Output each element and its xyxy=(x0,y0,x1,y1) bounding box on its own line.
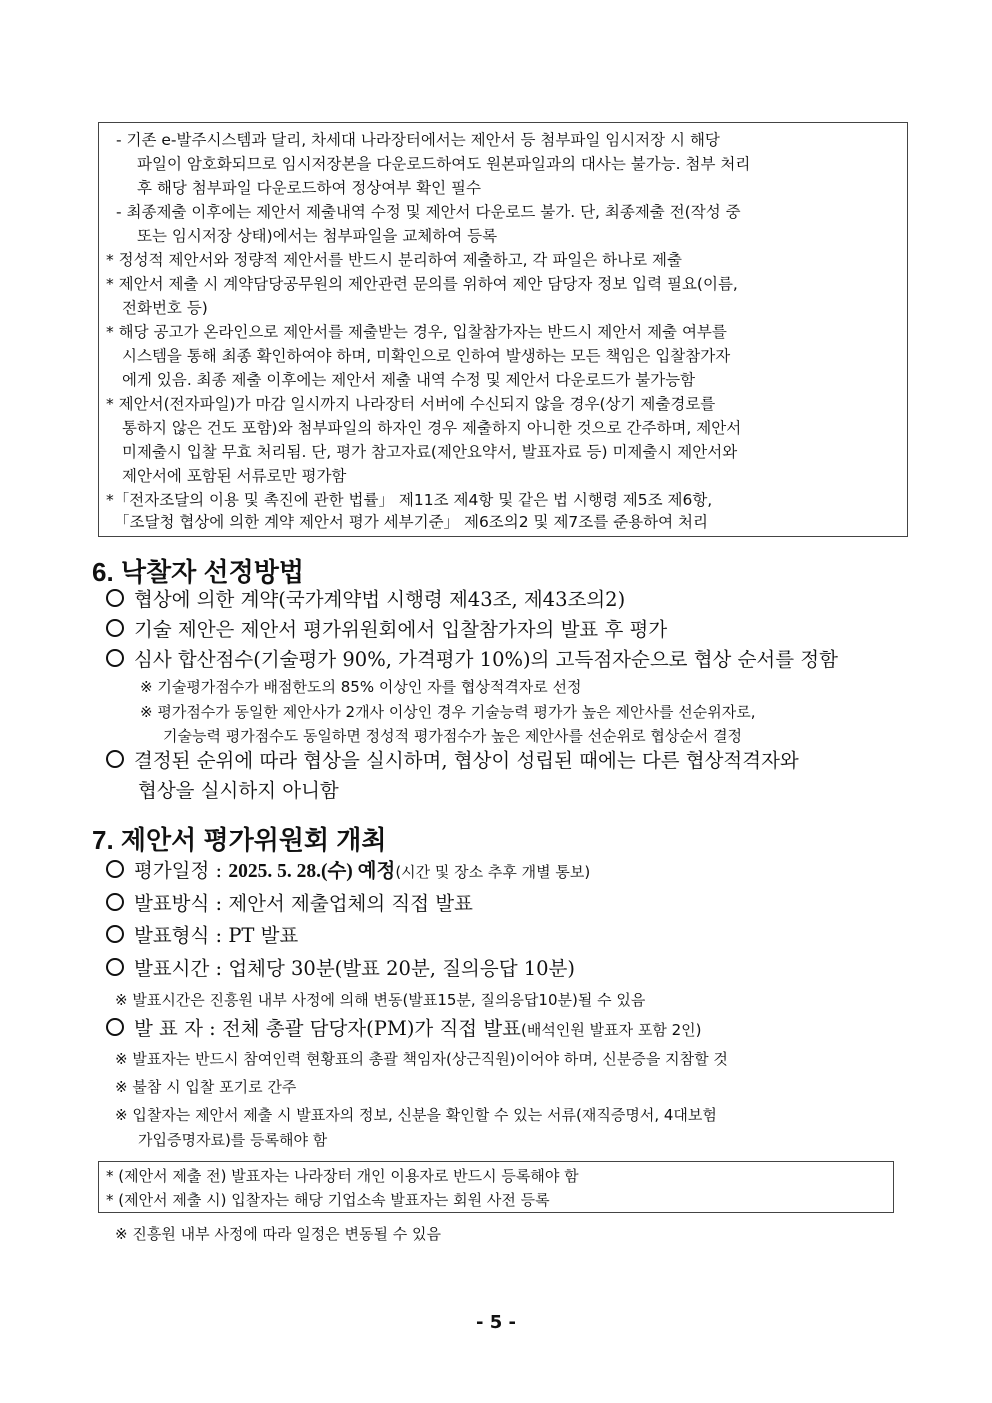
schedule-item: 평가일정 : 2025. 5. 28.(수) 예정(시간 및 장소 추후 개별 통보) xyxy=(106,856,590,887)
circle-bullet-icon xyxy=(106,925,124,943)
box-line: 미제출시 입찰 무효 처리됨. 단, 평가 참고자료(제안요약서, 발표자료 등) 미제출시 제안서와 xyxy=(122,443,738,461)
note-line: 기술능력 평가점수도 동일하면 정성적 평가점수가 높은 제안사를 선순위로 협상순서 결정 xyxy=(163,727,743,745)
circle-bullet-icon xyxy=(106,1018,124,1036)
bullet-item: 심사 합산점수(기술평가 90%, 가격평가 10%)의 고득점자순으로 협상 순서를 정함 xyxy=(106,645,838,675)
box-line: - 최종제출 이후에는 제안서 제출내역 수정 및 제안서 다운로드 불가. 단, 최종제출 전(작성 중 xyxy=(116,203,741,221)
circle-bullet-icon xyxy=(106,958,124,976)
bullet-item: 협상에 의한 계약(국가계약법 시행령 제43조, 제43조의2) xyxy=(106,585,625,615)
bullet-item: 발 표 자 : 전체 총괄 담당자(PM)가 직접 발표(배석인원 발표자 포함 2인) xyxy=(106,1014,701,1045)
bullet-item: 발표방식 : 제안서 제출업체의 직접 발표 xyxy=(106,889,473,919)
circle-bullet-icon xyxy=(106,619,124,637)
box-line: 후 해당 첨부파일 다운로드하여 정상여부 확인 필수 xyxy=(137,179,481,197)
box-line: * 해당 공고가 온라인으로 제안서를 제출받는 경우, 입찰참가자는 반드시 제안서 제출 여부를 xyxy=(106,323,727,341)
box-line: 에게 있음. 최종 제출 이후에는 제안서 제출 내역 수정 및 제안서 다운로드가 불가능함 xyxy=(122,371,696,389)
section-6-heading: 6. 낙찰자 선정방법 xyxy=(92,557,304,587)
box-line: * 정성적 제안서와 정량적 제안서를 반드시 분리하여 제출하고, 각 파일은 하나로 제출 xyxy=(106,251,682,269)
box-line: 「조달청 협상에 의한 계약 제안서 평가 세부기준」 제6조의2 및 제7조를 준용하여 처리 xyxy=(114,513,708,531)
bullet-item: 발표형식 : PT 발표 xyxy=(106,921,298,951)
box-line: 제안서에 포함된 서류로만 평가함 xyxy=(122,467,347,485)
box-line: 파일이 암호화되므로 임시저장본을 다운로드하여도 원본파일과의 대사는 불가능. 첨부 처리 xyxy=(137,155,751,173)
circle-bullet-icon xyxy=(106,589,124,607)
circle-bullet-icon xyxy=(106,750,124,768)
box-line: 통하지 않은 건도 포함)와 첨부파일의 하자인 경우 제출하지 아니한 것으로 간주하며, 제안서 xyxy=(122,419,742,437)
note-line: ※ 발표시간은 진흥원 내부 사정에 의해 변동(발표15분, 질의응답10분)될 수 있음 xyxy=(115,991,646,1009)
note-line: ※ 평가점수가 동일한 제안사가 2개사 이상인 경우 기술능력 평가가 높은 제안사를 선순위자로, xyxy=(140,703,756,721)
box-line: * 제안서 제출 시 계약담당공무원의 제안관련 문의를 위하여 제안 담당자 정보 입력 필요(이름, xyxy=(106,275,738,293)
box-line: 시스템을 통해 최종 확인하여야 하며, 미확인으로 인하여 발생하는 모든 책임은 입찰참가자 xyxy=(122,347,731,365)
page-number: - 5 - xyxy=(476,1312,516,1333)
box-line: 전화번호 등) xyxy=(122,299,208,317)
bullet-item: 결정된 순위에 따라 협상을 실시하며, 협상이 성립된 때에는 다른 협상적격자와 xyxy=(106,746,799,776)
note-line: 가입증명자료)를 등록해야 함 xyxy=(138,1131,328,1149)
box-line: *「전자조달의 이용 및 촉진에 관한 법률」 제11조 제4항 및 같은 법 시행령 제5조 제6항, xyxy=(106,491,713,509)
note-line: ※ 발표자는 반드시 참여인력 현황표의 총괄 책임자(상근직원)이어야 하며, 신분증을 지참할 것 xyxy=(115,1050,728,1068)
box-line: - 기존 e-발주시스템과 달리, 차세대 나라장터에서는 제안서 등 첨부파일 임시저장 시 해당 xyxy=(116,131,720,149)
box-line: * (제안서 제출 시) 입찰자는 해당 기업소속 발표자는 회원 사전 등록 xyxy=(106,1191,550,1209)
circle-bullet-icon xyxy=(106,893,124,911)
bullet-item: 발표시간 : 업체당 30분(발표 20분, 질의응답 10분) xyxy=(106,954,575,984)
bullet-item: 기술 제안은 제안서 평가위원회에서 입찰참가자의 발표 후 평가 xyxy=(106,615,667,645)
box-line: 또는 임시저장 상태)에서는 첨부파일을 교체하여 등록 xyxy=(137,227,498,245)
note-line: ※ 입찰자는 제안서 제출 시 발표자의 정보, 신분을 확인할 수 있는 서류(재직증명서, 4대보험 xyxy=(115,1106,717,1124)
bullet-continuation: 협상을 실시하지 아니함 xyxy=(138,779,339,802)
section-7-heading: 7. 제안서 평가위원회 개최 xyxy=(92,825,387,855)
note-line: ※ 불참 시 입찰 포기로 간주 xyxy=(115,1078,297,1096)
final-note: ※ 진흥원 내부 사정에 따라 일정은 변동될 수 있음 xyxy=(115,1225,442,1243)
circle-bullet-icon xyxy=(106,860,124,878)
note-line: ※ 기술평가점수가 배점한도의 85% 이상인 자를 협상적격자로 선정 xyxy=(140,678,582,696)
box-line: * (제안서 제출 전) 발표자는 나라장터 개인 이용자로 반드시 등록해야 함 xyxy=(106,1167,579,1185)
box-line: * 제안서(전자파일)가 마감 일시까지 나라장터 서버에 수신되지 않을 경우(상기 제출경로를 xyxy=(106,395,716,413)
circle-bullet-icon xyxy=(106,649,124,667)
